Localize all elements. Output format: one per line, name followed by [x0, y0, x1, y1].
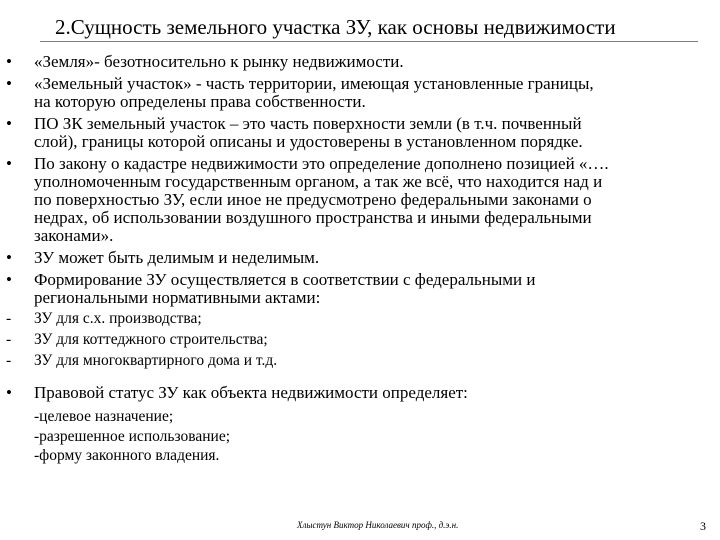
- dash-item-agriculture: [0, 310, 720, 328]
- dash-item-cottage: [0, 331, 720, 349]
- bullet-line: слой), границы которой описаны и удостоверены в установленном порядке.: [34, 132, 583, 151]
- bullet-item-legal-status: [0, 384, 720, 402]
- bullet-marker: •: [6, 270, 12, 289]
- bullet-list: [0, 53, 720, 466]
- dash-item-text: ЗУ для коттеджного строительства;: [34, 331, 268, 348]
- dash-item-apartment: [0, 352, 720, 370]
- bullet-item-land-plot: [0, 75, 720, 111]
- bullet-marker: •: [6, 383, 12, 402]
- bullet-marker: •: [6, 74, 12, 93]
- bullet-line: ПО ЗК земельный участок – это часть поверхности земли (в т.ч. почвенный: [34, 114, 582, 133]
- dash-marker: -: [6, 331, 12, 348]
- page-number: 3: [700, 519, 706, 533]
- bullet-line: По закону о кадастре недвижимости это определение дополнено позицией «….: [34, 154, 609, 173]
- bullet-line: по поверхностью ЗУ, если иное не предусмотрено федеральными законами о: [34, 190, 592, 209]
- bullet-item-formation: [0, 271, 720, 307]
- bullet-item-cadastre-law: [0, 155, 720, 245]
- legal-status-sublist: [0, 407, 720, 466]
- bullet-item-land: [0, 53, 720, 71]
- footer-author: Хлыстун Виктор Николаевич проф., д.э.н.: [297, 520, 459, 530]
- bullet-line: региональными нормативными актами:: [34, 288, 321, 307]
- bullet-item-land-code: [0, 115, 720, 151]
- dash-marker: -: [6, 310, 12, 327]
- subline-target-purpose: -целевое назначение;: [34, 408, 174, 425]
- bullet-line: законами».: [34, 226, 114, 245]
- bullet-line: ЗУ может быть делимым и неделимым.: [34, 248, 320, 267]
- bullet-marker: •: [6, 154, 12, 173]
- dash-marker: -: [6, 352, 12, 369]
- bullet-line: Правовой статус ЗУ как объекта недвижимости определяет:: [34, 383, 468, 402]
- bullet-line: на которую определены права собственности.: [34, 92, 366, 111]
- bullet-marker: •: [6, 114, 12, 133]
- subline-ownership-form: -форму законного владения.: [34, 447, 220, 464]
- bullet-marker: •: [6, 248, 12, 267]
- bullet-line: «Земельный участок» - часть территории, имеющая установленные границы,: [34, 74, 594, 93]
- bullet-line: уполномоченным государственным органом, а так же всё, что находится над и: [34, 172, 603, 191]
- title-divider: [40, 41, 698, 42]
- bullet-line: «Земля»- безотносительно к рынку недвижимости.: [34, 52, 404, 71]
- bullet-marker: •: [6, 52, 12, 71]
- slide-title: 2.Сущность земельного участка ЗУ, как основы недвижимости: [55, 15, 616, 39]
- bullet-line: Формирование ЗУ осуществляется в соответствии с федеральными и: [34, 270, 536, 289]
- dash-item-text: ЗУ для многоквартирного дома и т.д.: [34, 352, 278, 369]
- subline-permitted-use: -разрешенное использование;: [34, 427, 231, 445]
- dash-item-text: ЗУ для с.х. производства;: [34, 310, 202, 327]
- bullet-item-divisible: [0, 249, 720, 267]
- bullet-line: недрах, об использовании воздушного пространства и иными федеральными: [34, 208, 592, 227]
